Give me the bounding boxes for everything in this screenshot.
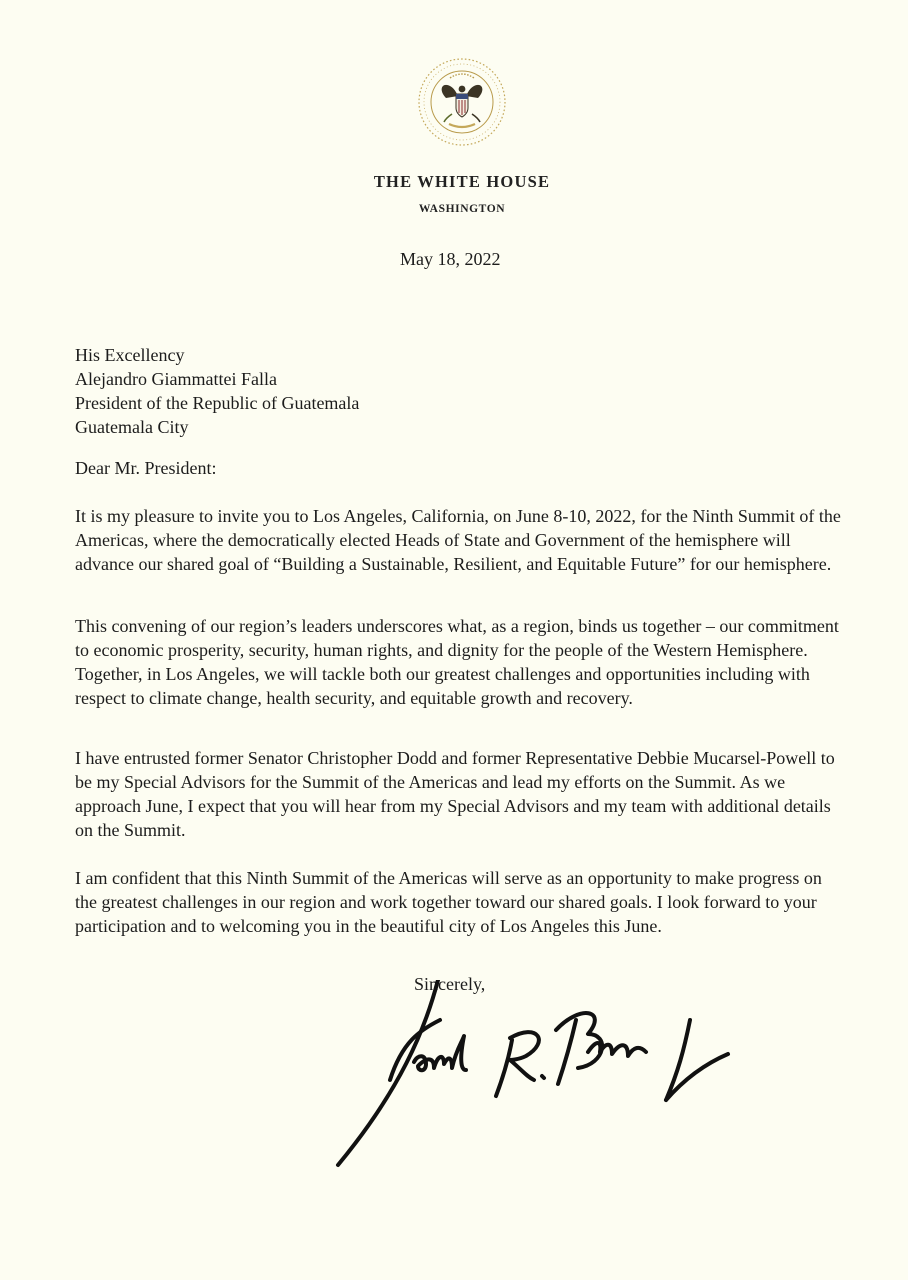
recipient-line: Alejandro Giammattei Falla [75,369,277,389]
body-paragraph: It is my pleasure to invite you to Los Angeles, California, on June 8-10, 2022, for the Ninth Summit of the Americas, where the democratically elected Heads of State and Government of the hemisphere will advance our shared goal of “Building a Sustainable, Resilient, and Equitable Future” for our hemisphere. [75,506,841,574]
closing: Sincerely, [414,974,486,994]
letterhead-title: THE WHITE HOUSE [373,172,551,191]
signature-icon [330,980,750,1170]
recipient-address [75,343,845,439]
body-paragraph: I am confident that this Ninth Summit of the Americas will serve as an opportunity to make progress on the greatest challenges in our region and work together toward our shared goals. I look forward to your participation and to welcoming you in the beautiful city of Los Angeles this June. [75,868,822,936]
letter-date: May 18, 2022 [400,249,501,269]
letterhead-subtitle: WASHINGTON [418,203,506,215]
body-paragraph: I have entrusted former Senator Christopher Dodd and former Representative Debbie Mucarsel-Powell to be my Special Advisors for the Summit of the Americas and lead my efforts on the Summit. As we approach June, I expect that you will hear from my Special Advisors and my team with additional details on the Summit. [75,748,835,840]
recipient-line: His Excellency [75,345,185,365]
body-paragraph: This convening of our region’s leaders underscores what, as a region, binds us together – our commitment to economic prosperity, security, human rights, and dignity for the people of the Western Hemisphere. Together, in Los Angeles, we will tackle both our greatest challenges and opportunities including with respect to climate change, health security, and equitable growth and recovery. [75,616,839,708]
recipient-line: President of the Republic of Guatemala [75,393,360,413]
presidential-seal-icon [416,56,508,148]
salutation: Dear Mr. President: [75,458,217,478]
recipient-line: Guatemala City [75,417,189,437]
